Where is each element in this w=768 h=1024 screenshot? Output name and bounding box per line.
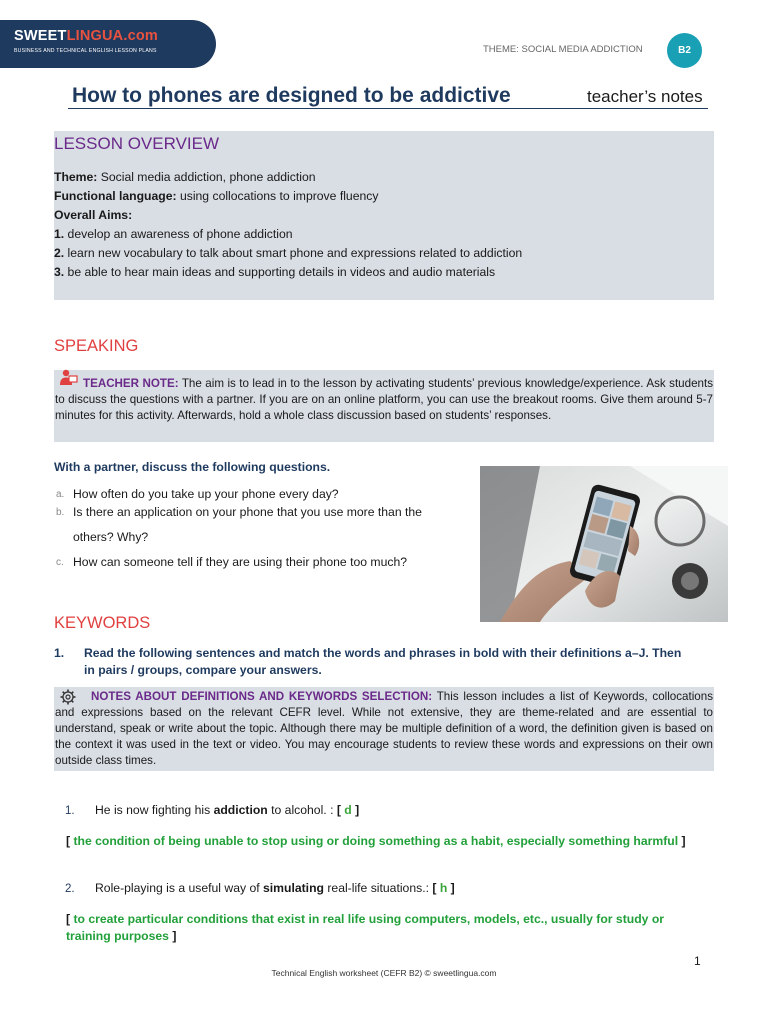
keyword-item-number: 1. <box>65 805 75 817</box>
discussion-prompt: With a partner, discuss the following questions. <box>54 460 331 474</box>
page-title: How to phones are designed to be addictive <box>72 84 511 107</box>
instruction-number: 1. <box>54 646 65 660</box>
keyword-definition: [ the condition of being unable to stop using or doing something as a habit, especially something harmful ] <box>66 834 686 848</box>
logo-banner <box>0 20 216 68</box>
keywords-note-text: NOTES ABOUT DEFINITIONS AND KEYWORDS SELECTION: This lesson includes a list of Keywords, collocations and expressions based on the relevant CEFR level. While not extensive, they are theme-related and are essential to understand, speak or write about the topic. Although there may be multiple definition of a word, the definition given is based on the context it was used in the text or video. You may encourage students to review these words and expressions on their own outside class times. <box>55 690 713 767</box>
question-letter: a. <box>56 489 65 500</box>
question-text: How often do you take up your phone every day? <box>73 487 339 501</box>
question-letter: b. <box>56 507 65 518</box>
level-badge: B2 <box>667 33 702 68</box>
overview-functional-language: Functional language: using collocations to improve fluency <box>54 189 379 203</box>
question-letter: c. <box>56 557 64 568</box>
question-text: How can someone tell if they are using their phone too much? <box>73 555 407 569</box>
keyword-sentence: Role-playing is a useful way of simulating real-life situations.: [ h ] <box>95 881 455 895</box>
speaking-heading: SPEAKING <box>54 337 139 355</box>
overview-theme: Theme: Social media addiction, phone addiction <box>54 170 316 184</box>
question-text: Is there an application on your phone that you use more than the <box>73 505 422 519</box>
title-divider <box>68 108 708 109</box>
keyword-item-number: 2. <box>65 883 75 895</box>
overview-aim-item: 3. be able to hear main ideas and supporting details in videos and audio materials <box>54 265 496 279</box>
overview-aim-item: 2. learn new vocabulary to talk about smart phone and expressions related to addiction <box>54 246 523 260</box>
phone-photo <box>480 466 728 622</box>
page-subtitle: teacher’s notes <box>587 87 703 106</box>
overview-aim-item: 1. develop an awareness of phone addiction <box>54 227 293 241</box>
keyword-definition: [ to create particular conditions that exist in real life using computers, models, etc., usually for study or <box>66 912 665 926</box>
lesson-overview-heading: LESSON OVERVIEW <box>54 134 220 153</box>
logo-text: SWEETLINGUA.com <box>14 28 158 44</box>
question-text-continued: others? Why? <box>73 530 149 544</box>
teacher-note-text: TEACHER NOTE: The aim is to lead in to the lesson by activating students’ previous knowledge/experience. Ask students to discuss the questions with a partner. If you are on an online platform, you can use the breakout rooms. Give them around 5-7 minutes for this activity. Afterwards, hold a whole class discussion based on students’ responses. <box>55 377 713 422</box>
instruction-text: Read the following sentences and match the words and phrases in bold with their definitions a–J. Then <box>84 646 682 660</box>
overview-aims-label: Overall Aims: <box>54 208 133 222</box>
logo-tagline: BUSINESS AND TECHNICAL ENGLISH LESSON PLANS <box>14 48 157 54</box>
page-number: 1 <box>694 954 701 968</box>
keyword-sentence: He is now fighting his addiction to alcohol. : [ d ] <box>95 803 360 817</box>
keyword-definition-continued: training purposes ] <box>66 929 177 943</box>
footer-text: Technical English worksheet (CEFR B2) © sweetlingua.com <box>271 968 497 978</box>
theme-label: THEME: SOCIAL MEDIA ADDICTION <box>483 44 643 55</box>
instruction-text-continued: in pairs / groups, compare your answers. <box>84 663 322 677</box>
keyword-answer: h <box>439 881 448 895</box>
keyword-answer: d <box>344 803 352 817</box>
keywords-heading: KEYWORDS <box>54 614 151 632</box>
